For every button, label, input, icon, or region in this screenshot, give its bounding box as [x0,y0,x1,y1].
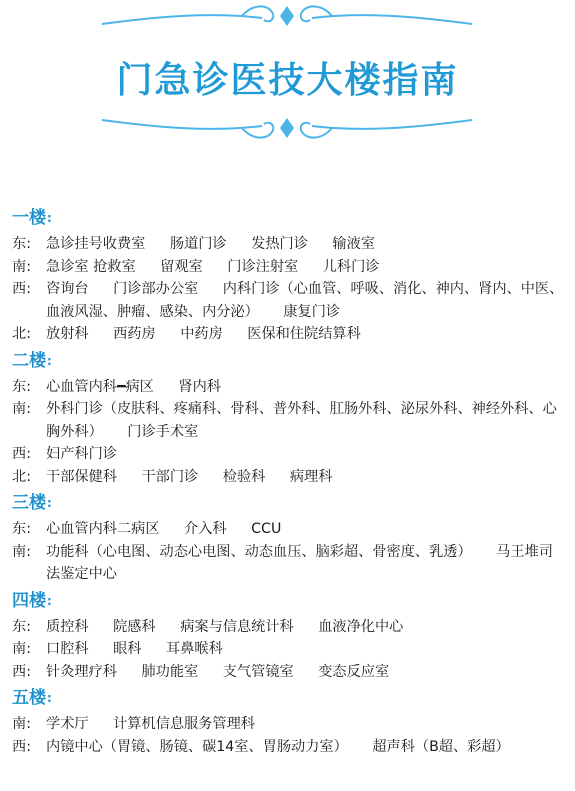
department-item: 血液净化中心 [318,618,404,635]
department-item: 咨询台 [46,281,89,297]
floor-label: 五楼 [12,688,46,708]
floor-section [12,203,567,346]
department-item: 支气管镜室 [222,663,294,680]
department-list [46,256,567,279]
floor-colon: : [47,593,52,608]
department-item: 学术厅 [46,716,89,732]
department-list [46,376,567,399]
department-item: 眼科 [113,641,142,657]
department-item: 急诊挂号收费室 [46,236,146,252]
department-item: 内科门诊（心血管、呼吸、消化、神内、肾内、中医、血液风湿、肿瘤、感染、内分泌） [46,281,564,320]
department-item: 急诊室 抢救室 [46,258,136,275]
direction-row [12,736,567,759]
department-item: 质控科 [46,618,89,635]
department-item: 功能科（心电图、动态心电图、动态血压、脑彩超、骨密度、乳透） [46,543,472,560]
direction-label: 东: [12,236,31,252]
direction-row [12,233,567,256]
floor-section [12,346,567,489]
department-item: 输液室 [332,236,375,252]
department-list [46,466,567,489]
direction-label: 西: [12,281,31,297]
department-item: 病理科 [289,468,333,485]
direction-row [12,376,567,399]
floor-directory [12,203,567,758]
floor-label: 二楼 [12,350,46,371]
bottom-ornament-icon [92,112,482,142]
direction-label: 北: [12,468,31,485]
department-item: 变态反应室 [318,663,390,680]
department-list [46,541,567,586]
department-item: 肺功能室 [141,663,199,680]
department-item: 计算机信息服务管理科 [113,716,255,732]
department-item: 马王堆司法鉴定中心 [46,543,553,582]
department-item: 干部保健科 [46,468,117,485]
department-item: 超声科（B超、彩超） [372,738,510,755]
department-item: 发热门诊 [251,236,308,252]
department-item: 介入科 [184,521,227,537]
direction-row [12,638,567,661]
department-item: 检验科 [222,468,266,485]
department-item: 口腔科 [46,641,89,657]
direction-row [12,661,567,684]
department-list [46,323,567,346]
department-item: 留观室 [160,258,203,275]
department-item: 耳鼻喉科 [166,641,223,657]
department-list [46,518,567,541]
direction-row [12,541,567,586]
header [0,0,575,150]
department-item: 病案与信息统计科 [180,618,294,635]
floor-section [12,488,567,586]
page-title: 门急诊医技大楼指南 [116,60,459,101]
direction-row [12,466,567,489]
floor-section [12,586,567,684]
department-item: 心血管内科━病区 [46,378,154,395]
direction-label: 南: [12,641,31,657]
direction-row [12,616,567,639]
department-item: 妇产科门诊 [46,446,117,462]
department-item: 西药房 [113,326,156,342]
floor-label: 一楼 [12,208,46,228]
floor-section [12,683,567,758]
floor-heading [12,203,567,233]
department-item: 门诊手术室 [127,423,199,440]
department-item: 肾内科 [178,378,221,395]
direction-label: 南: [12,716,31,732]
floor-heading [12,683,567,713]
department-list [46,736,567,759]
department-item: 外科门诊（皮肤科、疼痛科、骨科、普外科、肛肠外科、泌尿外科、神经外科、心胸外科） [46,401,557,440]
direction-label: 南: [12,258,31,275]
direction-label: 东: [12,378,31,395]
floor-colon: : [47,691,52,705]
direction-label: 东: [12,618,31,635]
department-item: 干部门诊 [141,468,199,485]
department-item: 门诊部办公室 [113,281,199,297]
department-item: 医保和住院结算科 [247,326,361,342]
department-item: 肠道门诊 [169,236,227,252]
department-item: 内镜中心（胃镜、肠镜、碳14室、胃肠动力室） [46,738,348,755]
top-ornament-icon [92,2,482,32]
department-list [46,278,567,323]
floor-label: 四楼 [12,590,46,611]
direction-label: 西: [12,663,31,680]
department-item: 针灸理疗科 [46,663,117,680]
department-item: 中药房 [180,326,223,342]
department-item: 心血管内科二病区 [46,521,160,537]
department-list [46,398,567,443]
department-list [46,638,567,661]
department-list [46,713,567,736]
direction-row [12,323,567,346]
department-list [46,661,567,684]
direction-label: 北: [12,326,31,342]
direction-label: 南: [12,543,31,560]
department-item: 院感科 [113,618,156,635]
direction-row [12,713,567,736]
direction-label: 西: [12,738,31,755]
department-list [46,443,567,466]
floor-heading [12,346,567,376]
direction-row [12,256,567,279]
department-item: 放射科 [46,326,89,342]
department-list [46,233,567,256]
direction-row [12,398,567,443]
department-item: 门诊注射室 [227,258,299,275]
floor-colon: : [47,353,52,368]
department-item: CCU [251,521,282,537]
floor-colon: : [47,211,52,225]
direction-label: 东: [12,521,31,537]
department-item: 儿科门诊 [322,258,380,275]
floor-label: 三楼 [12,493,46,513]
department-list [46,616,567,639]
floor-heading [12,586,567,616]
department-item: 康复门诊 [283,303,341,320]
direction-row [12,278,567,323]
direction-label: 南: [12,401,31,417]
floor-colon: : [47,496,52,510]
direction-row [12,518,567,541]
direction-row [12,443,567,466]
direction-label: 西: [12,446,31,462]
floor-heading [12,488,567,518]
